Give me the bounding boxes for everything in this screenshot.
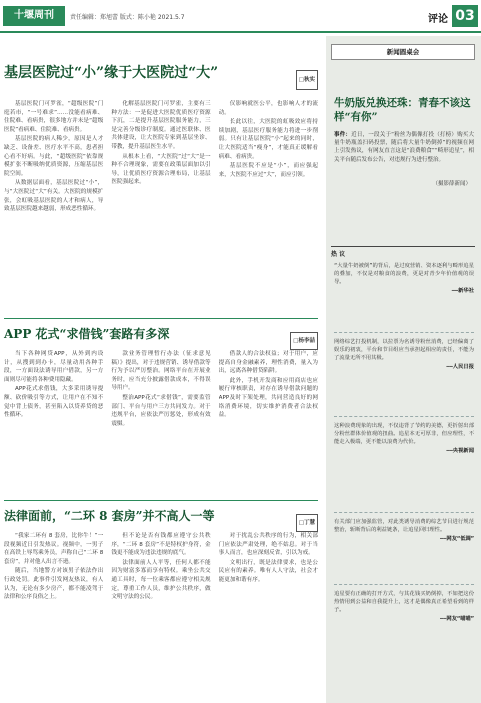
paragraph: 基层医院的病人稀少，原因是人才缺乏、设备差、医疗水平不高，患者担心看不好病。与此，“超级医院”依靠规模扩张不断吸纳优质资源，压缩基层医院空间。 <box>4 136 104 177</box>
paragraph: 文明出行，既是法律要求，也是公民应有的素养。唯有人人守法，社会才能更加和谐有序。 <box>218 559 318 583</box>
page-number: 03 <box>452 5 478 27</box>
paragraph: 随后，当地警方对该男子依法作出行政处罚。此事件引发网友热议，有人认为，无论有多少房产，都不能凌驾于法律和公序良俗之上。 <box>4 568 104 601</box>
comment-text: “大量牛奶被倒”的背后，是过度营销、资本逐利与畸形追星的叠加，不仅是对粮食的浪费，更是对青少年价值观的误导。 <box>334 263 474 285</box>
article-1 <box>4 64 318 314</box>
comment-source: ——人民日报 <box>446 364 474 370</box>
sidebar-title: 牛奶版兑换还珠：青春不该这样“有你” <box>334 97 471 123</box>
comment-text: 网络综艺打投机制，以拉票为名诱导粉丝消费，已经偏离了娱乐的初衷，平台和节目组应当承担起相应的责任，不能为了流量无所不用其极。 <box>334 339 474 361</box>
comment <box>334 590 474 623</box>
article-2-col-1 <box>4 350 103 494</box>
comment-text: 追星要有正确的打开方式，与其花钱买奶倒掉，不如把这份热情用到公益和自我提升上，这才是偶像真正希望看到的样子。 <box>334 591 474 613</box>
section-title: 评论 <box>428 14 448 25</box>
paragraph: 从根本上看，“大医院”过“大”是一种不合理现象，需要在政策层面加以引导，让优质医疗资源合理布局，让基层医院强起来。 <box>111 153 211 186</box>
event-text: 近日，一段关于“粉丝为偶像打投（打榜）购买大量牛奶瓶盖扫码投票，随后将大量牛奶倒掉”的视频在网上引发热议，有网友直言这是“浪费粮食”“畸形追星”，相关平台随后发布公告，对违规行为进行整治。 <box>334 132 474 163</box>
article-3-body <box>4 532 318 698</box>
article-2-headline: APP 花式“求借钱”套路有多深 <box>4 327 170 341</box>
article-1-author: □秋实 <box>296 70 318 90</box>
article-2-title <box>4 326 318 342</box>
main-column <box>0 36 322 703</box>
event-label: 事件： <box>334 132 352 138</box>
comment-source: ——央视新闻 <box>446 448 474 454</box>
article-3-title <box>4 508 318 524</box>
article-3-col-1 <box>4 532 103 698</box>
sidebar-section-label: 热 议 <box>331 246 475 258</box>
comment <box>334 518 474 543</box>
article-2-body <box>4 350 318 494</box>
paragraph: 法律面前人人平等，任何人都不能因为财富多寡而享有特权。乘坐公共交通工具时，每一位乘客都应遵守相关规定，尊重工作人员，维护公共秩序，做文明守法的公民。 <box>111 559 211 601</box>
paragraph: 基层医院不应是“小”，而应强起来，大医院不应过“大”，而应引领。 <box>218 163 318 178</box>
article-1-col-2 <box>111 100 210 312</box>
paragraph: 此外，手机开发商和应用商店也应履行审核职责，对存在诱导借款问题的APP及时下架处理，共同营造良好的网络消费环境，切实维护消费者合法权益。 <box>218 377 318 419</box>
paragraph: 但不论是否有钱都应遵守公共秩序，“二环 8 套房”不是特权护身符，金钱更不能成为违法违规的底气。 <box>111 533 211 557</box>
masthead-logo: 十堰周刊 <box>3 6 65 26</box>
comment <box>334 422 474 455</box>
article-1-col-3 <box>219 100 318 312</box>
comment-text: 有关部门应加强监管，对此类诱导消费的综艺节目进行规范整治，斩断背后的利益链条，让追星回归理性。 <box>334 519 474 533</box>
paragraph: 当下各种网贷APP，从外到内设计，从搜到到办卡，尽量动用各种手段，一方面设法诱导用户借款，另一方面则尽可能将各种费用隐藏。 <box>4 351 104 383</box>
comment-separator <box>334 584 474 585</box>
comment-separator <box>334 416 474 417</box>
paragraph: 仅影响就医公平，也影响人才的流动。 <box>218 101 318 116</box>
sidebar-event <box>334 131 474 164</box>
article-divider <box>4 500 318 501</box>
paragraph: 基层医院门可罗雀，“超级医院”门庭若市，“一号难求”……没能看病难、住院难、看病贵，很多地方并未是“超级医院”看病难、住院难、看病贵。 <box>4 101 104 133</box>
paragraph: 整治APP花式“求借钱”，需要监管部门、平台与用户三方共同发力。对于违规平台，应依法严厉惩处，形成有效震慑。 <box>111 394 211 427</box>
article-2 <box>4 326 318 496</box>
article-3-col-3 <box>219 532 318 698</box>
paragraph: APP花式求借钱，大多采用诱导提额、砍价吸引等方式，让用户在不知不觉中背上债务，甚至陷入以贷养贷的恶性循环。 <box>4 386 104 419</box>
editor-meta: 责任编辑：郑旭蕾 版式：陈小艳 2021.5.7 <box>70 14 185 21</box>
article-divider <box>4 318 318 319</box>
paragraph: “我家二环有 8 套房，比你牛！”一段视频近日引发热议。视频中，一男子在高铁上辱骂乘务员，声称自己“二环 8 套房”，并对他人出言不逊。 <box>4 533 104 565</box>
article-1-col-1 <box>4 100 103 312</box>
paragraph: 化解基层医院门可罗雀，主要有三种方法：一是促进大医院优质医疗资源下沉，二是提升基层医院服务能力，三是完善分级诊疗制度。通过医联体、医共体建设，让大医院专家到基层坐诊、带教，提升基层医生水平。 <box>111 101 211 150</box>
comment <box>334 338 474 371</box>
article-1-title <box>4 64 318 82</box>
article-1-headline: 基层医院过“小”缘于大医院过“大” <box>4 65 219 81</box>
article-2-col-2 <box>111 350 210 494</box>
article-2-col-3 <box>219 350 318 494</box>
sidebar-panel <box>326 36 481 703</box>
comment-source: ——网友“喵喵” <box>440 616 474 622</box>
paragraph: 长此以往，大医院的虹吸效应将持续加剧，基层医疗服务能力将进一步削弱。只有让基层医院“小”起来的同时，让大医院适当“瘦身”，才能真正缓解看病难、看病贵。 <box>218 119 318 160</box>
article-2-author: □杨李喆 <box>290 332 318 350</box>
comment <box>334 262 474 295</box>
paragraph: 对于扰乱公共秩序的行为，相关部门应依法严肃处理，绝不姑息。对于当事人而言，也应深刻反省，引以为戒。 <box>218 533 318 557</box>
paragraph: 款业务管理暂行办法（征求意见稿）》提出，对于违规营销、诱导借款等行为予以严厉整治。网络平台在开展业务时，应当充分披露借款成本，不得误导用户。 <box>111 351 211 392</box>
comment-separator <box>334 332 474 333</box>
article-3-headline: 法律面前，“二环 8 套房”并不高人一等 <box>4 509 215 523</box>
article-3-col-2 <box>111 532 210 698</box>
article-3-author: □丁慧 <box>296 514 318 532</box>
sidebar-source: （摄影薛新闻） <box>432 181 471 187</box>
article-3 <box>4 508 318 700</box>
paragraph: 从数据层面看，基层医院过“小”，与“大医院过“大”有关。大医院的规模扩张，会虹吸基层医院的人才和病人，导致基层医院越来越弱，形成恶性循环。 <box>4 180 104 213</box>
comment-source: ——网友“低调” <box>440 536 474 542</box>
paragraph: 借款人的合法权益；对于用户，应提高自身金融素养，理性消费，量入为出，远离各种借贷陷阱。 <box>218 351 318 375</box>
sidebar-tag: 新闻圆桌会 <box>331 44 475 60</box>
article-1-body <box>4 100 318 312</box>
page-header <box>0 0 481 34</box>
header-rule <box>0 31 481 33</box>
comment-text: 这种浪费现象的出现，不仅违背了节约的美德，更折射出部分粉丝群体价值观的扭曲。追星本无可厚非，但应理性，不能走入极端，更不能以浪费为代价。 <box>334 423 474 445</box>
comment-separator <box>334 512 474 513</box>
comment-source: ——新华社 <box>451 288 474 294</box>
